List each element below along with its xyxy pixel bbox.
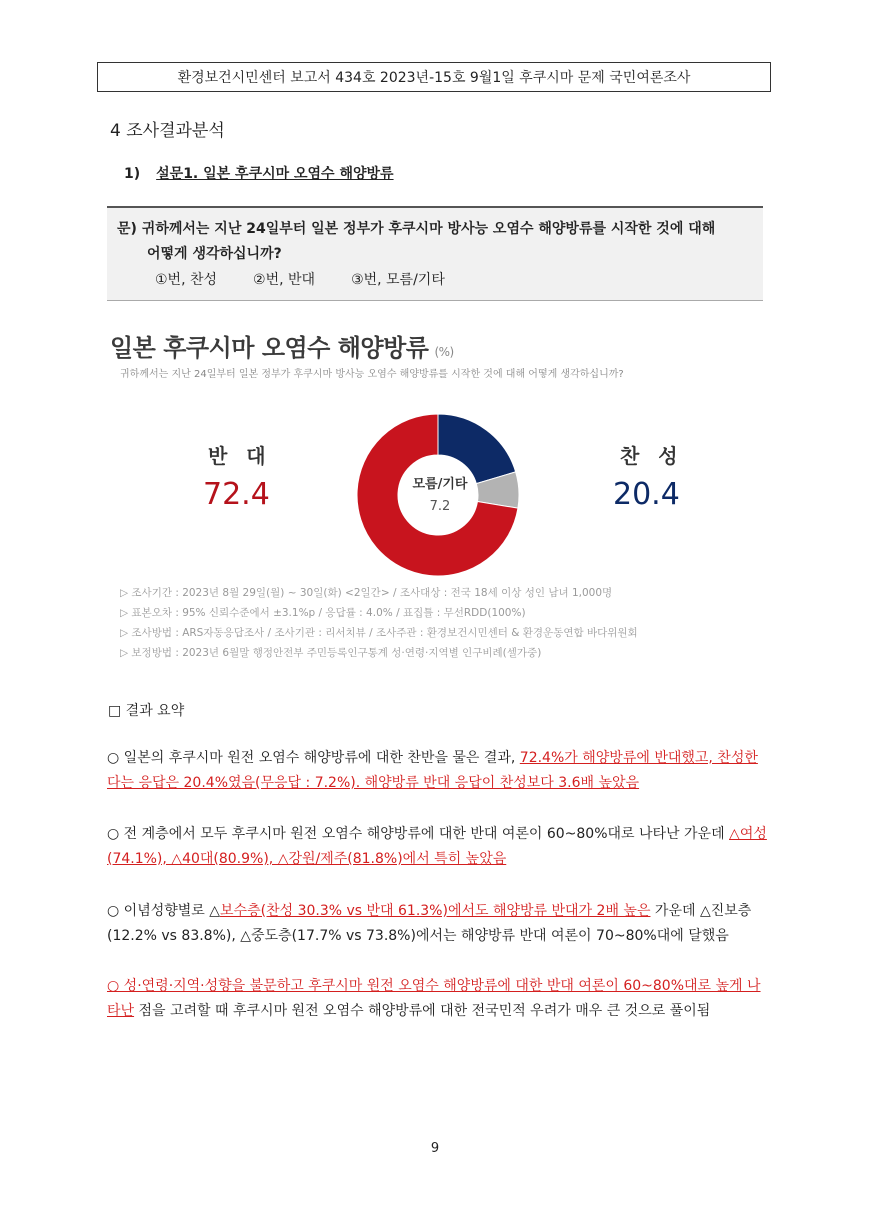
option-oppose: ②번, 반대 (253, 272, 316, 288)
p3-highlight: 보수층(찬성 30.3% vs 반대 61.3%)에서도 해양방류 반대가 2배 높은 (220, 903, 651, 919)
option-support: ①번, 찬성 (155, 272, 218, 288)
subsection-number: 1) (124, 166, 141, 182)
question-options (155, 269, 753, 289)
report-header (97, 62, 771, 92)
note-period: ▷ 조사기간 : 2023년 8월 29일(월) ~ 30일(화) <2일간> / 조사대상 : 전국 18세 이상 성인 남녀 1,000명 (120, 587, 613, 599)
chart-unit: (%) (434, 345, 454, 359)
chart-subtitle: 귀하께서는 지난 24일부터 일본 정부가 후쿠시마 방사능 오염수 해양방류를 시작한 것에 대해 어떻게 생각하십니까? (120, 369, 624, 380)
p1-highlight: 72.4%가 해양방류에 반대했고, 찬성한다는 응답은 20.4%였음(무응답 : 7.2%). 해양방류 반대 응답이 찬성보다 3.6배 높았음 (107, 750, 758, 791)
donut-center-label: 모름/기타 (412, 477, 468, 492)
section-title: 4 조사결과분석 (110, 121, 225, 141)
report-header-title: 환경보건시민센터 보고서 434호 2023년-15호 9월1일 후쿠시마 문제 국민여론조사 (177, 70, 691, 86)
summary-paragraph-4 (107, 974, 767, 1024)
p3-text-tail: 가운데 △진보층(12.2% vs 83.8%), △중도층(17.7% vs 73.8%)에서는 해양방류 반대 여론이 70~80%대에 달했음 (107, 903, 752, 944)
p2-highlight: △여성(74.1%), △40대(80.9%), △강원/제주(81.8%)에서 특히 높았음 (107, 826, 767, 867)
oppose-label: 반 대 (208, 444, 272, 468)
summary-paragraph-3 (107, 899, 767, 949)
donut-chart (355, 412, 521, 578)
p4-highlight: ○ 성·연령·지역·성향을 불문하고 후쿠시마 원전 오염수 해양방류에 대한 반대 여론이 60~80%대로 높게 나타난 (107, 978, 761, 1019)
note-weighting: ▷ 보정방법 : 2023년 6월말 행정안전부 주민등록인구통계 성·연령·지역별 인구비례(셀가중) (120, 647, 542, 659)
donut-center-value: 7.2 (429, 499, 451, 514)
p4-text: 점을 고려할 때 후쿠시마 원전 오염수 해양방류에 대한 전국민적 우려가 매우 큰 것으로 풀이됨 (134, 1003, 711, 1019)
question-box (107, 206, 763, 301)
support-label: 찬 성 (620, 444, 684, 468)
option-unknown: ③번, 모름/기타 (351, 272, 445, 288)
note-method: ▷ 조사방법 : ARS자동응답조사 / 조사기관 : 리서치뷰 / 조사주관 : 환경보건시민센터 & 환경운동연합 바다위원회 (120, 627, 638, 639)
p2-text: ○ 전 계층에서 모두 후쿠시마 원전 오염수 해양방류에 대한 반대 여론이 60~80%대로 나타난 가운데 (107, 826, 730, 842)
summary-paragraph-2 (107, 822, 767, 872)
note-error: ▷ 표본오차 : 95% 신뢰수준에서 ±3.1%p / 응답률 : 4.0% / 표집틀 : 무선RDD(100%) (120, 607, 526, 619)
page-number: 9 (430, 1141, 440, 1156)
question-line2: 어떻게 생각하십니까? (147, 246, 282, 262)
p3-text: ○ 이념성향별로 △ (107, 903, 221, 919)
subsection-text: 설문1. 일본 후쿠시마 오염수 해양방류 (156, 166, 394, 182)
question-line1: 문) 귀하께서는 지난 24일부터 일본 정부가 후쿠시마 방사능 오염수 해양방류를 시작한 것에 대해 (117, 221, 716, 237)
chart-title-text: 일본 후쿠시마 오염수 해양방류 (110, 334, 429, 362)
summary-heading: □ 결과 요약 (108, 703, 185, 719)
chart-title (110, 328, 454, 363)
summary-paragraph-1 (107, 746, 767, 796)
p1-text: ○ 일본의 후쿠시마 원전 오염수 해양방류에 대한 찬반을 물은 결과, (107, 750, 520, 766)
oppose-value: 72.4 (203, 477, 270, 512)
subsection-title (124, 163, 394, 183)
support-value: 20.4 (613, 477, 680, 512)
survey-notes (120, 583, 638, 663)
